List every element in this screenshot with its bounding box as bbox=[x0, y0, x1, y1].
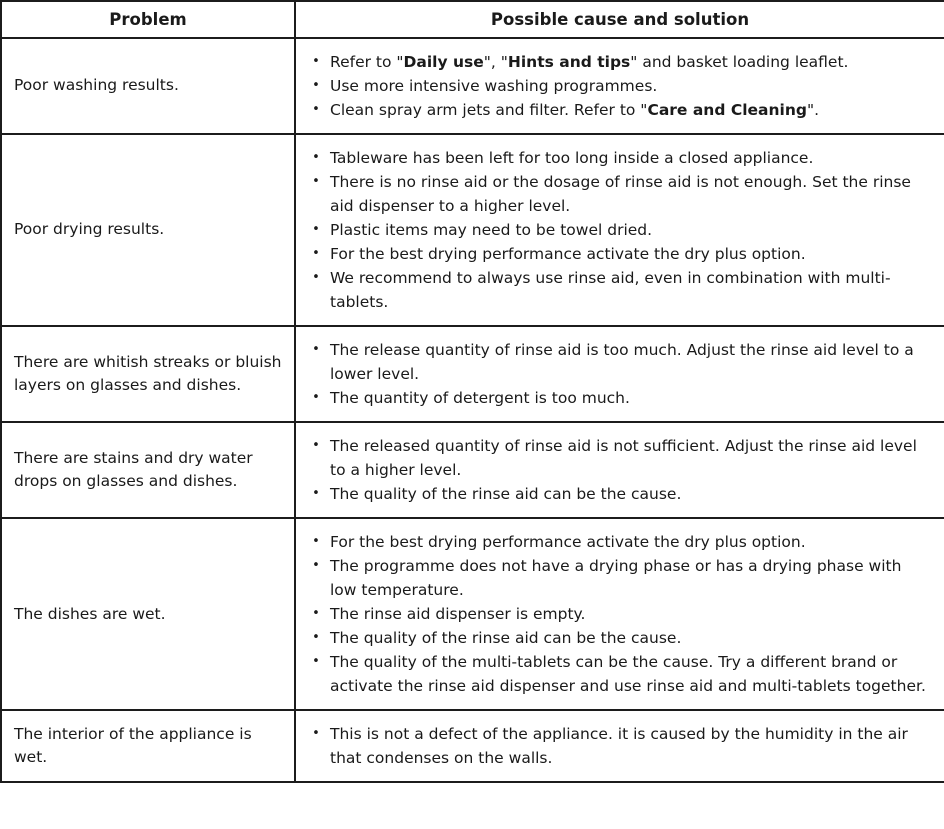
table-row bbox=[1, 518, 944, 710]
solution-item bbox=[302, 434, 934, 482]
solution-cell bbox=[295, 134, 944, 326]
solution-text: The programme does not have a drying phase or has a drying phase with low temperature. bbox=[330, 557, 902, 600]
solution-text: Use more intensive washing programmes. bbox=[330, 77, 658, 96]
bullet-icon: • bbox=[312, 222, 320, 238]
solution-text: There is no rinse aid or the dosage of rinse aid is not enough. Set the rinse aid dispenser to a higher level. bbox=[330, 173, 911, 216]
solution-text: The quality of the multi-tablets can be the cause. Try a different brand or activate the rinse aid dispenser and use rinse aid and multi-tablets together. bbox=[330, 653, 926, 696]
table-row bbox=[1, 710, 944, 782]
solution-column-header: Possible cause and solution bbox=[295, 1, 944, 38]
solution-text: Tableware has been left for too long inside a closed appliance. bbox=[330, 149, 814, 168]
problem-cell: Poor washing results. bbox=[1, 38, 295, 134]
solution-item bbox=[302, 98, 934, 122]
solution-text: Clean spray arm jets and filter. Refer to "Care and Cleaning". bbox=[330, 101, 820, 120]
bullet-icon: • bbox=[312, 102, 320, 118]
solution-list bbox=[302, 146, 934, 314]
bullet-icon: • bbox=[312, 654, 320, 670]
solution-cell bbox=[295, 518, 944, 710]
solution-text: The quality of the rinse aid can be the cause. bbox=[330, 485, 682, 504]
problem-cell: Poor drying results. bbox=[1, 134, 295, 326]
bullet-icon: • bbox=[312, 270, 320, 286]
solution-item bbox=[302, 650, 934, 698]
solution-list bbox=[302, 434, 934, 506]
bullet-icon: • bbox=[312, 630, 320, 646]
problem-cell: The dishes are wet. bbox=[1, 518, 295, 710]
solution-cell bbox=[295, 422, 944, 518]
bullet-icon: • bbox=[312, 726, 320, 742]
solution-text: Plastic items may need to be towel dried. bbox=[330, 221, 653, 240]
table-row bbox=[1, 422, 944, 518]
solution-text: The quantity of detergent is too much. bbox=[330, 389, 630, 408]
solution-text: For the best drying performance activate the dry plus option. bbox=[330, 533, 806, 552]
solution-list bbox=[302, 722, 934, 770]
problem-column-header: Problem bbox=[1, 1, 295, 38]
solution-list bbox=[302, 530, 934, 698]
solution-item bbox=[302, 170, 934, 218]
solution-item bbox=[302, 146, 934, 170]
bullet-icon: • bbox=[312, 54, 320, 69]
table-row bbox=[1, 134, 944, 326]
bullet-icon: • bbox=[312, 174, 320, 190]
header-row bbox=[1, 1, 944, 38]
bullet-icon: • bbox=[312, 342, 320, 358]
solution-item bbox=[302, 722, 934, 770]
solution-item bbox=[302, 626, 934, 650]
solution-cell bbox=[295, 326, 944, 422]
solution-item bbox=[302, 386, 934, 410]
table-row bbox=[1, 326, 944, 422]
solution-item bbox=[302, 602, 934, 626]
solution-list bbox=[302, 50, 934, 122]
bullet-icon: • bbox=[312, 150, 320, 166]
bullet-icon: • bbox=[312, 534, 320, 550]
solution-item bbox=[302, 74, 934, 98]
solution-item bbox=[302, 50, 934, 74]
solution-item bbox=[302, 242, 934, 266]
solution-item bbox=[302, 482, 934, 506]
problem-cell: There are whitish streaks or bluish layers on glasses and dishes. bbox=[1, 326, 295, 422]
solution-item bbox=[302, 338, 934, 386]
solution-text: This is not a defect of the appliance. it is caused by the humidity in the air that condenses on the walls. bbox=[330, 725, 908, 768]
solution-item bbox=[302, 554, 934, 602]
bullet-icon: • bbox=[312, 606, 320, 622]
solution-text: For the best drying performance activate the dry plus option. bbox=[330, 245, 806, 264]
solution-list bbox=[302, 338, 934, 410]
bullet-icon: • bbox=[312, 486, 320, 502]
solution-cell bbox=[295, 710, 944, 782]
solution-item bbox=[302, 266, 934, 314]
solution-text: The rinse aid dispenser is empty. bbox=[330, 605, 586, 624]
solution-item bbox=[302, 218, 934, 242]
table-body bbox=[1, 38, 944, 782]
bullet-icon: • bbox=[312, 558, 320, 574]
problem-cell: There are stains and dry water drops on glasses and dishes. bbox=[1, 422, 295, 518]
solution-text: The release quantity of rinse aid is too much. Adjust the rinse aid level to a lower level. bbox=[330, 341, 914, 384]
bullet-icon: • bbox=[312, 246, 320, 262]
problem-cell: The interior of the appliance is wet. bbox=[1, 710, 295, 782]
bullet-icon: • bbox=[312, 390, 320, 406]
solution-item bbox=[302, 530, 934, 554]
solution-cell bbox=[295, 38, 944, 134]
solution-text: The released quantity of rinse aid is not sufficient. Adjust the rinse aid level to a higher level. bbox=[330, 437, 917, 480]
table-header bbox=[1, 1, 944, 38]
solution-text: We recommend to always use rinse aid, even in combination with multi-tablets. bbox=[330, 269, 891, 312]
bullet-icon: • bbox=[312, 438, 320, 454]
solution-text: Refer to "Daily use", "Hints and tips" and basket loading leaflet. bbox=[330, 53, 849, 71]
table-row bbox=[1, 38, 944, 134]
solution-text: The quality of the rinse aid can be the cause. bbox=[330, 629, 682, 648]
bullet-icon: • bbox=[312, 78, 320, 94]
